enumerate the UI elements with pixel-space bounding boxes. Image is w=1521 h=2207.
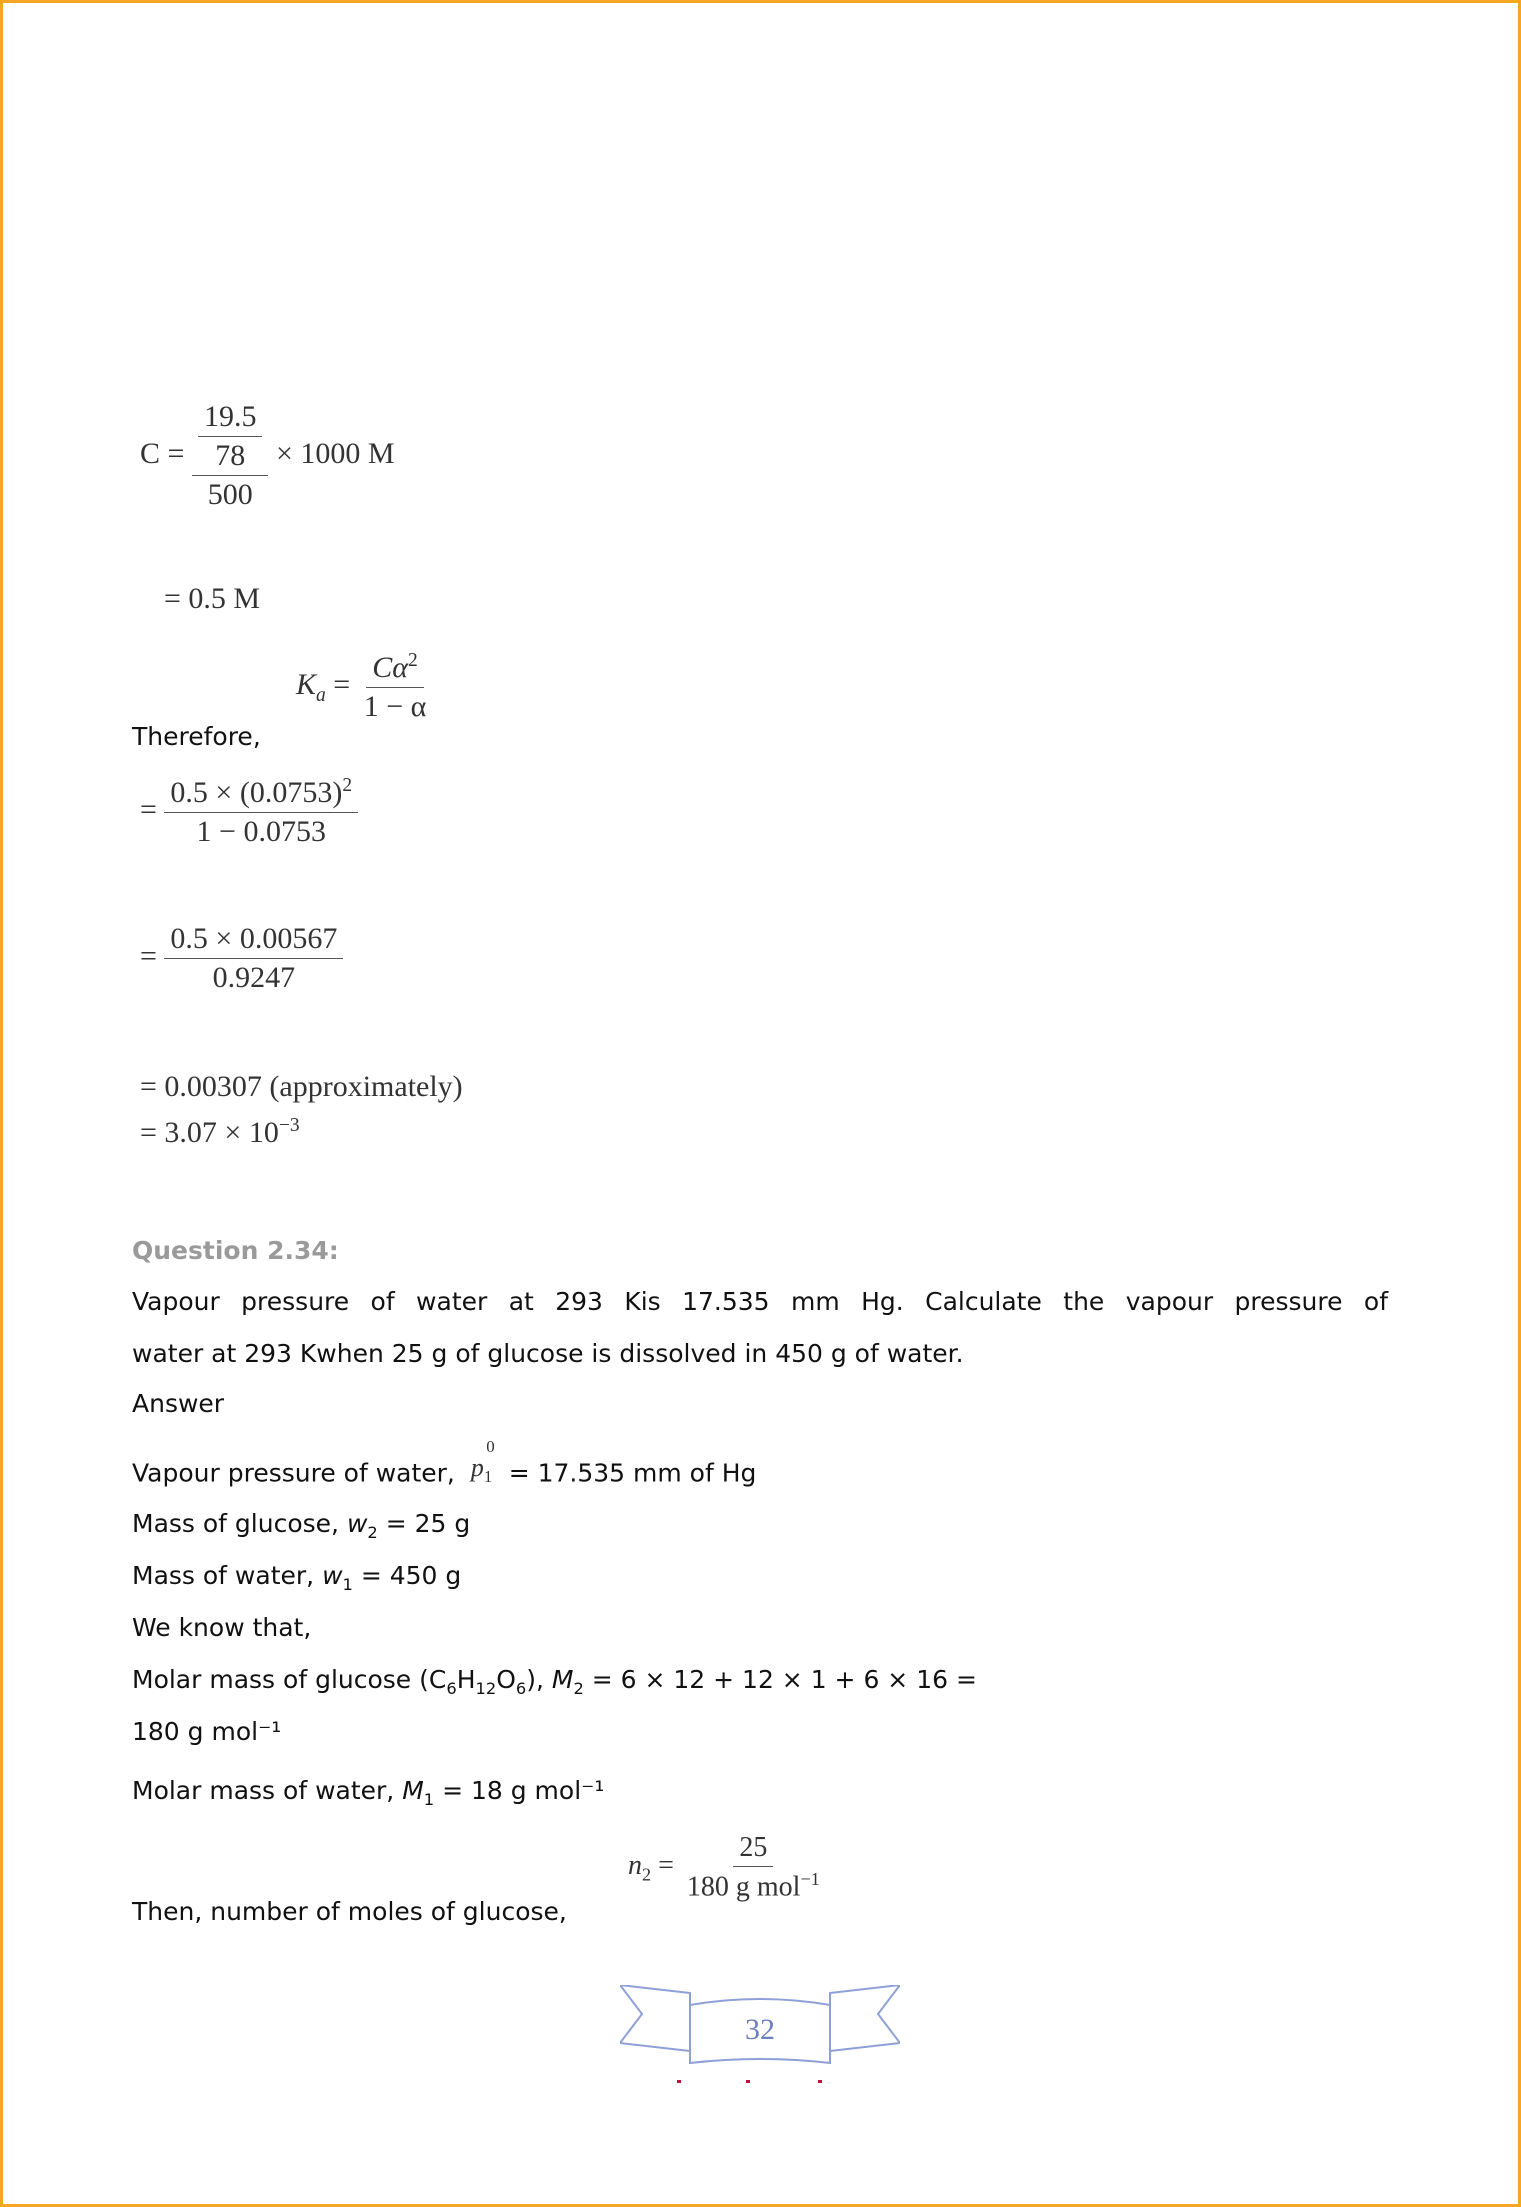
ka-fraction [358, 650, 433, 724]
c-inner-num: 19.5 [198, 400, 263, 437]
c-times: × 1000 M [275, 436, 395, 470]
question-line-1: Vapour pressure of water at 293 Kis 17.535 mm Hg. Calculate the vapour pressure of [132, 1287, 1388, 1316]
n2-num: 25 [733, 1832, 773, 1867]
c-numerator [192, 400, 269, 476]
c-outer-den: 500 [207, 478, 253, 511]
molar-water-line: Molar mass of water, $M_1 = 18$ g mol⁻¹ [132, 1776, 605, 1809]
ka-eq: = [333, 667, 351, 701]
page-number: 32 [745, 2013, 775, 2046]
footer-dot [746, 2080, 750, 2083]
ka-symbol: $K_a$ [296, 667, 326, 706]
moles-label: Then, number of moles of glucose, [132, 1897, 567, 1926]
ka-step4: = $3.07 \times 10^{-3}$ [140, 1115, 300, 1149]
we-know-line: We know that, [132, 1613, 312, 1642]
therefore-label: Therefore, [132, 722, 261, 751]
step1-num: $0.5 \times (0.0753)^2$ [164, 775, 358, 813]
step2-den: 0.9247 [212, 961, 296, 994]
ka-step3: = 0.00307 (approximately) [140, 1070, 463, 1103]
n2-formula: $n_2$ = $\frac{25}{180 g mol^{-1}}$ [628, 1832, 826, 1903]
step2-num: 0.5 × 0.00567 [164, 922, 343, 959]
ka-step2: = $\frac{0.5 \times 0.00567}{0.9247}$ [140, 922, 343, 995]
step1-den: 1 − 0.0753 [196, 815, 326, 848]
question-line-2: water at 293 Kwhen 25 g of glucose is dissolved in 450 g of water. [132, 1339, 964, 1368]
footer-dot [818, 2080, 822, 2083]
question-title: Question 2.34: [132, 1236, 339, 1265]
concentration-formula [140, 400, 395, 512]
c-inner-den: 78 [215, 439, 246, 472]
ka-den: 1 − α [363, 690, 427, 723]
ka-formula [296, 650, 432, 724]
ka-step1: = $\frac{0.5 \times (0.0753)^2}{1 - 0.0753}$ [140, 775, 358, 849]
mass-water-line: Mass of water, $w_1 = 450$ g [132, 1561, 462, 1594]
vapour-pressure-line: Vapour pressure of water, $p_1^0 = 17.535$ mm of Hg [132, 1437, 757, 1488]
ka-num: $C\alpha^2$ [366, 650, 424, 688]
answer-label: Answer [132, 1389, 225, 1418]
molar-glucose-value: 180 g mol⁻¹ [132, 1717, 282, 1746]
n2-den: 180 g mol$^{-1}$ [686, 1869, 820, 1903]
mass-glucose-line: Mass of glucose, $w_2 = 25$ g [132, 1509, 471, 1542]
c-lhs: C = [140, 436, 185, 470]
footer-dot [677, 2080, 681, 2083]
molar-glucose-line: Molar mass of glucose $(C_6H_{12}O_6)$, $M_2 = 6 \times 12 + 12 \times 1 + 6 \times 16$ = [132, 1665, 977, 1698]
c-result: = 0.5 M [164, 582, 261, 615]
c-fraction [192, 400, 269, 512]
